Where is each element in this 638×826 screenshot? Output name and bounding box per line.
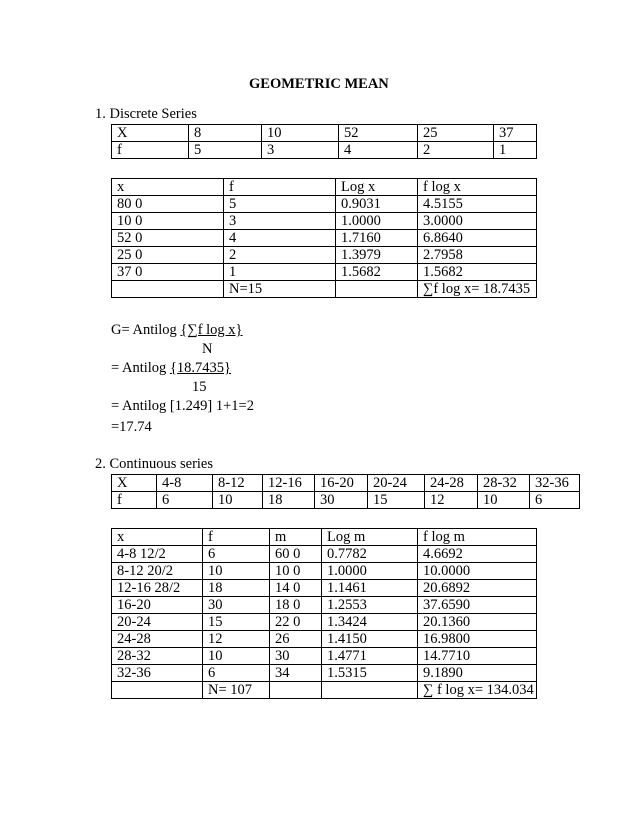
table-cell: 0.9031 [336, 196, 418, 213]
table-cell: 12-16 [263, 475, 315, 492]
table-cell: 60 0 [270, 546, 322, 563]
table-cell: f [224, 179, 336, 196]
table-cell: 6.8640 [418, 230, 537, 247]
table-row [112, 125, 537, 142]
table-cell: 1.0000 [336, 213, 418, 230]
table-row [112, 614, 537, 631]
table-cell: f [112, 492, 157, 509]
table-cell [112, 281, 224, 298]
table-cell: 8-12 [213, 475, 263, 492]
table-cell: 20.6892 [418, 580, 537, 597]
table-cell: 10 0 [270, 563, 322, 580]
table-cell: 24-28 [112, 631, 203, 648]
table-cell: 6 [157, 492, 213, 509]
table-cell: 1 [224, 264, 336, 281]
table-cell: 16-20 [315, 475, 368, 492]
table-cell: 18 [203, 580, 270, 597]
table-cell: 2.7958 [418, 247, 537, 264]
table-cell: 52 [339, 125, 418, 142]
table-cell: 12-16 28/2 [112, 580, 203, 597]
table-cell: 0.7782 [322, 546, 418, 563]
table-cell: 6 [530, 492, 580, 509]
table-cell: 6 [203, 546, 270, 563]
table-cell: 1.5682 [336, 264, 418, 281]
discrete-calculation-table [111, 178, 537, 298]
table-cell: 4.6692 [418, 546, 537, 563]
discrete-frequency-table [111, 124, 537, 159]
formula-prefix: G= Antilog [111, 322, 181, 338]
table-cell: 1.1461 [322, 580, 418, 597]
table-row [112, 247, 537, 264]
table-cell: 4-8 [157, 475, 213, 492]
section-heading-discrete: 1. Discrete Series [95, 106, 197, 122]
table-total-row [112, 281, 537, 298]
table-cell: 18 [263, 492, 315, 509]
section-heading-continuous: 2. Continuous series [95, 456, 214, 472]
table-cell: 37 0 [112, 264, 224, 281]
table-row [112, 264, 537, 281]
table-cell: 26 [270, 631, 322, 648]
table-cell: 30 [315, 492, 368, 509]
table-cell: 80 0 [112, 196, 224, 213]
table-cell: 18 0 [270, 597, 322, 614]
table-cell: 5 [189, 142, 262, 159]
formula-line-2 [111, 361, 231, 376]
table-cell [322, 682, 418, 699]
table-cell: 2 [224, 247, 336, 264]
table-cell: 10 [203, 563, 270, 580]
formula-result: =17.74 [111, 419, 152, 435]
table-cell: 4.5155 [418, 196, 537, 213]
table-cell: 32-36 [112, 665, 203, 682]
table-cell: ∑f log x= 18.7435 [418, 281, 537, 298]
table-cell: 9.1890 [418, 665, 537, 682]
table-cell: 12 [425, 492, 478, 509]
table-cell: 1.0000 [322, 563, 418, 580]
table-cell: 28-32 [112, 648, 203, 665]
table-cell: 8 [189, 125, 262, 142]
formula-line-1 [111, 323, 243, 338]
table-cell: 10.0000 [418, 563, 537, 580]
table-cell: 8-12 20/2 [112, 563, 203, 580]
table-cell: 1.5682 [418, 264, 537, 281]
table-cell: N=15 [224, 281, 336, 298]
table-cell: f log m [418, 529, 537, 546]
formula-line-3: = Antilog [1.249] 1+1=2 [111, 398, 254, 414]
table-row [112, 631, 537, 648]
table-row [112, 665, 537, 682]
table-cell: 1.4771 [322, 648, 418, 665]
table-cell: 3.0000 [418, 213, 537, 230]
table-cell: 37 [494, 125, 537, 142]
table-cell: 1.3979 [336, 247, 418, 264]
table-row [112, 475, 580, 492]
table-cell: 10 [203, 648, 270, 665]
table-cell: 15 [203, 614, 270, 631]
table-header-row [112, 179, 537, 196]
table-row [112, 213, 537, 230]
table-cell: 1.3424 [322, 614, 418, 631]
table-cell: 20-24 [368, 475, 425, 492]
table-cell: ∑ f log x= 134.034 [418, 682, 537, 699]
table-cell: 10 [262, 125, 339, 142]
table-cell: 4-8 12/2 [112, 546, 203, 563]
table-cell: X [112, 475, 157, 492]
table-row [112, 580, 537, 597]
formula-numerator: {∑f log x} [180, 322, 243, 338]
table-cell: 5 [224, 196, 336, 213]
table-cell: 1.5315 [322, 665, 418, 682]
table-cell: 14.7710 [418, 648, 537, 665]
table-cell: f [203, 529, 270, 546]
formula-denominator-2: 15 [192, 379, 207, 395]
table-cell: f log x [418, 179, 537, 196]
table-cell: 3 [224, 213, 336, 230]
table-cell: X [112, 125, 189, 142]
table-cell: x [112, 179, 224, 196]
table-cell: 10 0 [112, 213, 224, 230]
table-cell: 1.4150 [322, 631, 418, 648]
table-cell [336, 281, 418, 298]
table-cell: 25 0 [112, 247, 224, 264]
table-cell: m [270, 529, 322, 546]
table-cell: 22 0 [270, 614, 322, 631]
table-cell: 4 [339, 142, 418, 159]
table-row [112, 648, 537, 665]
table-row [112, 142, 537, 159]
table-cell: 20.1360 [418, 614, 537, 631]
table-cell [270, 682, 322, 699]
table-cell: 34 [270, 665, 322, 682]
table-cell: 3 [262, 142, 339, 159]
table-cell: 10 [478, 492, 530, 509]
table-row [112, 230, 537, 247]
table-header-row [112, 529, 537, 546]
table-cell: 6 [203, 665, 270, 682]
continuous-frequency-table [111, 474, 580, 509]
table-cell: 30 [270, 648, 322, 665]
table-row [112, 563, 537, 580]
table-cell: 25 [418, 125, 494, 142]
table-cell: Log m [322, 529, 418, 546]
table-row [112, 196, 537, 213]
table-row [112, 492, 580, 509]
table-cell [112, 682, 203, 699]
table-cell: x [112, 529, 203, 546]
page-title: GEOMETRIC MEAN [249, 76, 389, 92]
formula-prefix: = Antilog [111, 360, 170, 376]
formula-numerator: {18.7435} [169, 360, 231, 376]
table-cell: 28-32 [478, 475, 530, 492]
table-cell: 52 0 [112, 230, 224, 247]
table-cell: 16-20 [112, 597, 203, 614]
table-cell: 15 [368, 492, 425, 509]
formula-denominator-1: N [202, 341, 213, 357]
table-cell: 2 [418, 142, 494, 159]
table-row [112, 597, 537, 614]
table-row [112, 546, 537, 563]
table-cell: 37.6590 [418, 597, 537, 614]
table-cell: 1.7160 [336, 230, 418, 247]
table-cell: 4 [224, 230, 336, 247]
continuous-calculation-table [111, 528, 537, 699]
table-cell: f [112, 142, 189, 159]
table-cell: 12 [203, 631, 270, 648]
table-cell: N= 107 [203, 682, 270, 699]
table-cell: Log x [336, 179, 418, 196]
table-cell: 1 [494, 142, 537, 159]
table-cell: 10 [213, 492, 263, 509]
table-cell: 24-28 [425, 475, 478, 492]
table-cell: 16.9800 [418, 631, 537, 648]
table-cell: 14 0 [270, 580, 322, 597]
table-cell: 1.2553 [322, 597, 418, 614]
table-cell: 30 [203, 597, 270, 614]
table-cell: 32-36 [530, 475, 580, 492]
table-total-row [112, 682, 537, 699]
table-cell: 20-24 [112, 614, 203, 631]
